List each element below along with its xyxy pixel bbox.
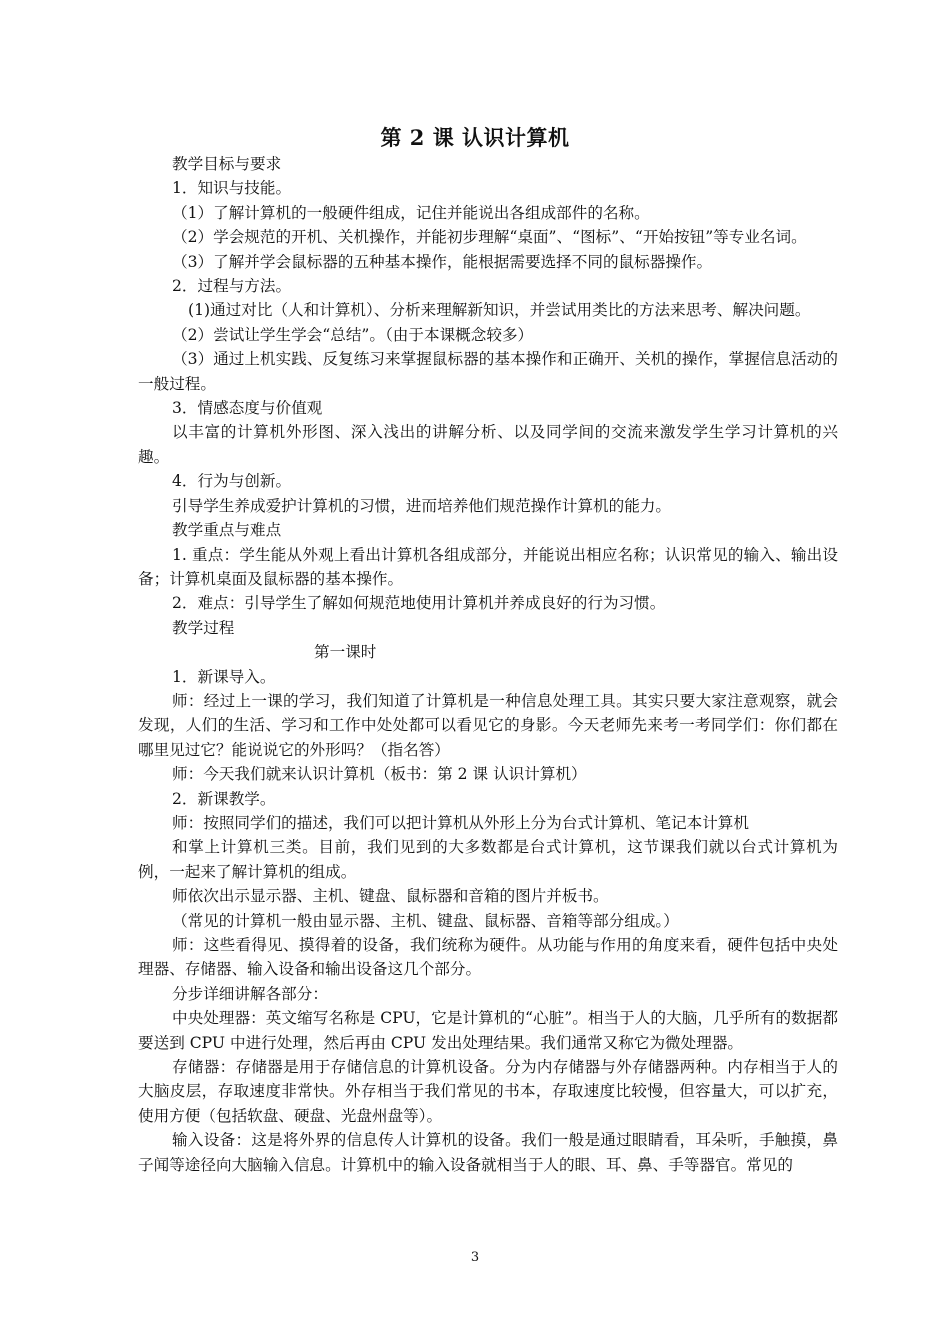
paragraph: 1．知识与技能。 [172,179,292,198]
paragraph: 以丰富的计算机外形图、深入浅出的讲解分析、以及同学间的交流来激发学生学习计算机的兴趣。 [138,423,838,466]
paragraph: 1. 重点：学生能从外观上看出计算机各组成部分，并能说出相应名称；认识常见的输入、输出设备；计算机桌面及鼠标器的基本操作。 [138,545,838,588]
paragraph: （2）尝试让学生学会“总结”。（由于本课概念较多） [172,325,534,344]
paragraph: (1)通过对比（人和计算机）、分析来理解新知识，并尝试用类比的方法来思考、解决问题。 [188,301,811,320]
paragraph: 师：今天我们就来认识计算机（板书：第 2 课 认识计算机） [172,765,587,784]
paragraph: 2．难点：引导学生了解如何规范地使用计算机并养成良好的行为习惯。 [172,594,666,613]
paragraph: 第一课时 [314,643,377,662]
paragraph: （2）学会规范的开机、关机操作，并能初步理解“桌面”、“图标”、“开始按钮”等专业名词。 [172,228,807,247]
paragraph: 4．行为与创新。 [172,472,292,491]
paragraph: 师：这些看得见、摸得着的设备，我们统称为硬件。从功能与作用的角度来看，硬件包括中央处理器、存储器、输入设备和输出设备这几个部分。 [138,936,838,979]
paragraph: （1）了解计算机的一般硬件组成，记住并能说出各组成部件的名称。 [172,203,650,222]
lesson-body [138,152,838,1177]
paragraph: 分步详细讲解各部分： [172,984,328,1003]
lesson-title: 第 2 课 认识计算机 [380,125,570,150]
paragraph: 3．情感态度与价值观 [172,399,323,418]
paragraph: 2．新课教学。 [172,789,276,808]
paragraph: 教学过程 [172,618,235,637]
paragraph: 中央处理器：英文缩写名称是 CPU，它是计算机的“心脏”。相当于人的大脑，几乎所有的数据都要送到 CPU 中进行处理，然后再由 CPU 发出处理结果。我们通常又称它为微处理器。 [138,1009,838,1052]
paragraph: 存储器：存储器是用于存储信息的计算机设备。分为内存储器与外存储器两种。内存相当于人的大脑皮层，存取速度非常快。外存相当于我们常见的书本，存取速度比较慢，但容量大，可以扩充，使用方便（包括软盘、硬盘、光盘州盘等）。 [138,1058,838,1125]
paragraph: 和掌上计算机三类。目前，我们见到的大多数都是台式计算机，这节课我们就以台式计算机为例，一起来了解计算机的组成。 [138,838,838,881]
paragraph: 师：经过上一课的学习，我们知道了计算机是一种信息处理工具。其实只要大家注意观察，就会发现，人们的生活、学习和工作中处处都可以看见它的身影。今天老师先来考一考同学们：你们都在哪里见过它？能说说它的外形吗？（指名答） [138,691,838,759]
paragraph: （3）了解并学会鼠标器的五种基本操作，能根据需要选择不同的鼠标器操作。 [172,252,713,271]
paragraph: 师依次出示显示器、主机、键盘、鼠标器和音箱的图片并板书。 [172,887,609,906]
paragraph: 教学重点与难点 [172,521,282,540]
paragraph: （常见的计算机一般由显示器、主机、键盘、鼠标器、音箱等部分组成。） [172,911,679,930]
page-number: 3 [470,1250,480,1265]
paragraph: 师：按照同学们的描述，我们可以把计算机从外形上分为台式计算机、笔记本计算机 [172,813,749,832]
paragraph: 教学目标与要求 [172,155,282,173]
paragraph: 引导学生养成爱护计算机的习惯，进而培养他们规范操作计算机的能力。 [172,496,672,515]
paragraph: 2．过程与方法。 [172,277,292,296]
paragraph: （3）通过上机实践、反复练习来掌握鼠标器的基本操作和正确开、关机的操作，掌握信息活动的一般过程。 [138,350,838,393]
paragraph: 1．新课导入。 [172,667,276,686]
paragraph: 输入设备：这是将外界的信息传人计算机的设备。我们一般是通过眼睛看，耳朵听，手触摸，鼻子闻等途径向大脑输入信息。计算机中的输入设备就相当于人的眼、耳、鼻、手等器官。常见的 [138,1131,838,1174]
